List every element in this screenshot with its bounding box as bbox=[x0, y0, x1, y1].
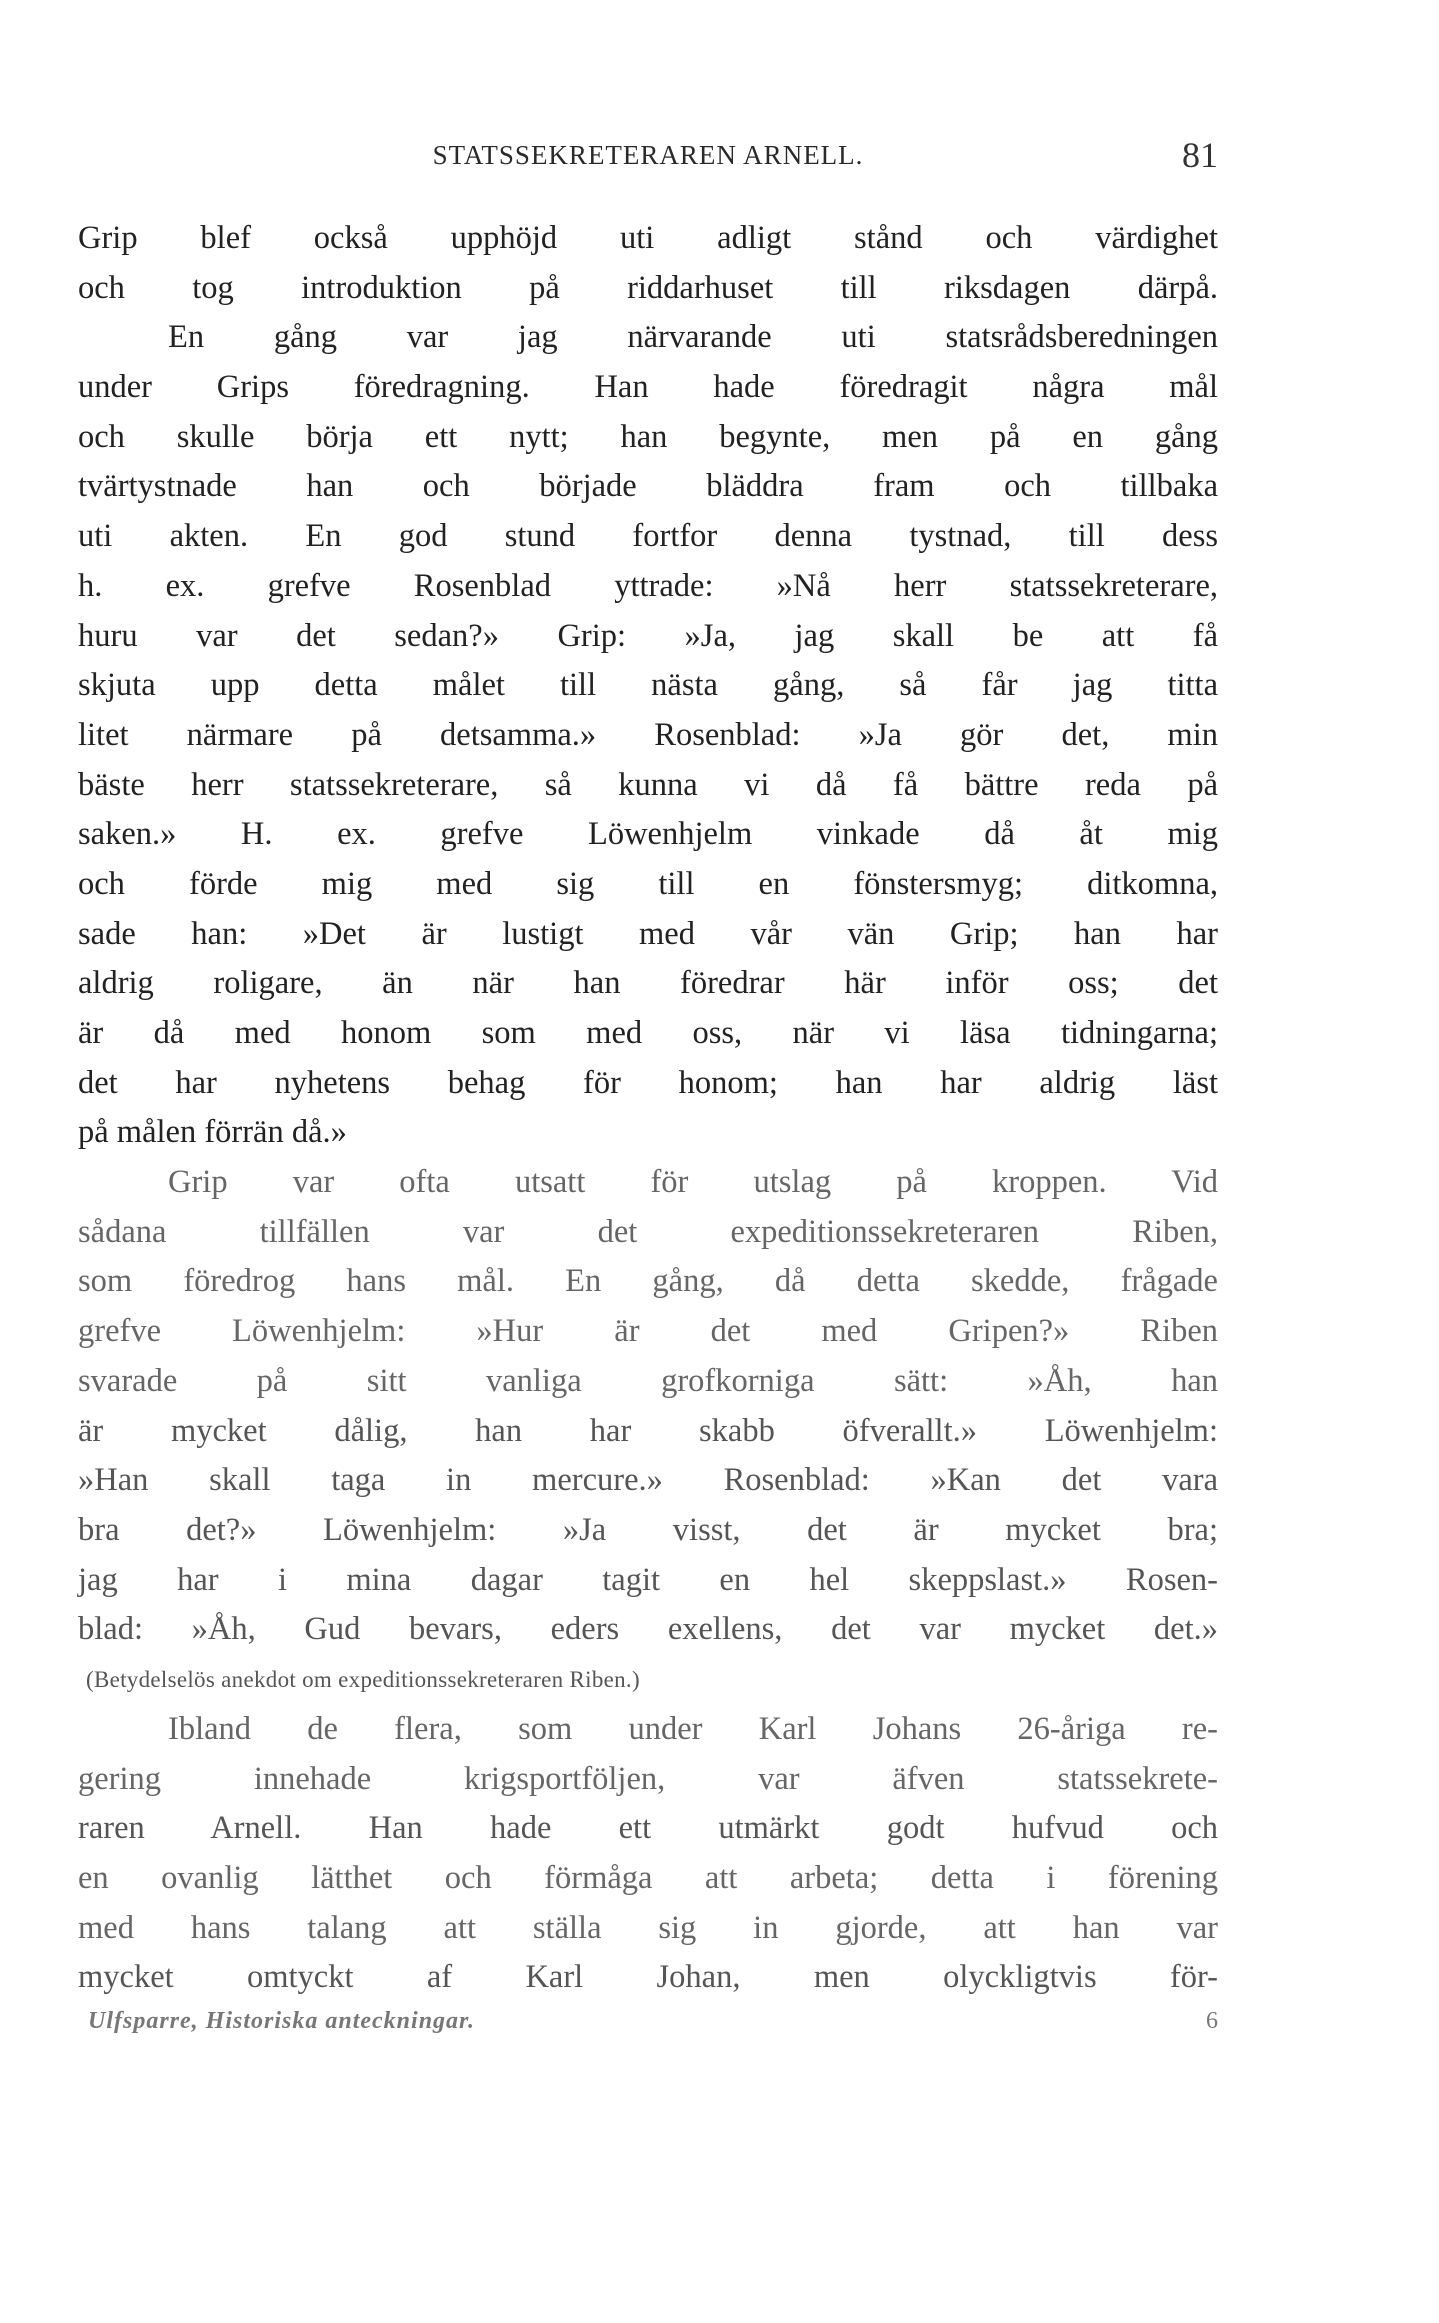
text-line: aldrig roligare, än när han föredrar här inför oss; det bbox=[78, 965, 1218, 1002]
text-line: raren Arnell. Han hade ett utmärkt godt hufvud och bbox=[78, 1810, 1218, 1847]
text-line: svarade på sitt vanliga grofkorniga sätt: »Åh, han bbox=[78, 1362, 1218, 1399]
page-footer bbox=[88, 2008, 1218, 2048]
source-title: Ulfsparre, Historiska anteckningar. bbox=[88, 2008, 476, 2034]
text-line: gering innehade krigsportföljen, var äfven statssekrete- bbox=[78, 1760, 1218, 1797]
page-header bbox=[78, 135, 1218, 180]
text-line: är mycket dålig, han har skabb öfverallt.» Löwenhjelm: bbox=[78, 1412, 1218, 1449]
text-line: uti akten. En god stund fortfor denna tystnad, till dess bbox=[78, 518, 1218, 555]
text-line: är då med honom som med oss, när vi läsa tidningarna; bbox=[78, 1015, 1218, 1051]
text-line: En gång var jag närvarande uti statsrådsberedningen bbox=[168, 319, 1218, 356]
running-head: STATSSEKRETERAREN ARNELL. bbox=[432, 140, 864, 170]
signature-mark: 6 bbox=[1206, 2008, 1218, 2034]
text-line: med hans talang att ställa sig in gjorde, att han var bbox=[78, 1909, 1218, 1946]
text-line: huru var det sedan?» Grip: »Ja, jag skall be att få bbox=[78, 617, 1218, 654]
text-line: mycket omtyckt af Karl Johan, men olyckligtvis för- bbox=[78, 1959, 1218, 1996]
page-number: 81 bbox=[1182, 135, 1218, 175]
text-line: »Han skall taga in mercure.» Rosenblad: »Kan det vara bbox=[78, 1462, 1218, 1499]
text-line: under Grips föredragning. Han hade föredragit några mål bbox=[78, 369, 1218, 406]
text-line: Ibland de flera, som under Karl Johans 26-åriga re- bbox=[168, 1710, 1218, 1747]
text-line: sade han: »Det är lustigt med vår vän Grip; han har bbox=[78, 915, 1218, 952]
editorial-note: (Betydelselös anekdot om expeditionssekreteraren Riben.) bbox=[86, 1666, 640, 1692]
text-line: som föredrog hans mål. En gång, då detta skedde, frågade bbox=[78, 1263, 1218, 1300]
text-line: tvärtystnade han och började bläddra fram och tillbaka bbox=[78, 468, 1218, 505]
text-line: bäste herr statssekreterare, så kunna vi då få bättre reda på bbox=[78, 766, 1218, 803]
text-line: blad: »Åh, Gud bevars, eders exellens, det var mycket det.» bbox=[78, 1611, 1218, 1648]
text-line: Grip blef också upphöjd uti adligt stånd och värdighet bbox=[78, 220, 1218, 256]
text-line: litet närmare på detsamma.» Rosenblad: »Ja gör det, min bbox=[78, 716, 1218, 753]
text-line: bra det?» Löwenhjelm: »Ja visst, det är mycket bra; bbox=[78, 1511, 1218, 1548]
text-line: en ovanlig lätthet och förmåga att arbeta; detta i förening bbox=[78, 1860, 1218, 1896]
text-line: det har nyhetens behag för honom; han har aldrig läst bbox=[78, 1064, 1218, 1101]
body-text bbox=[78, 214, 1218, 2003]
text-line: saken.» H. ex. grefve Löwenhjelm vinkade då åt mig bbox=[78, 816, 1218, 853]
text-line: h. ex. grefve Rosenblad yttrade: »Nå herr statssekreterare, bbox=[78, 567, 1218, 604]
text-line: och skulle börja ett nytt; han begynte, men på en gång bbox=[78, 418, 1218, 455]
text-line: sådana tillfällen var det expeditionssekreteraren Riben, bbox=[78, 1213, 1218, 1250]
text-line: skjuta upp detta målet till nästa gång, så får jag titta bbox=[78, 667, 1218, 704]
text-line: grefve Löwenhjelm: »Hur är det med Gripen?» Riben bbox=[78, 1313, 1218, 1350]
text-line: på målen förrän då.» bbox=[78, 1114, 347, 1151]
text-line: Grip var ofta utsatt för utslag på kroppen. Vid bbox=[168, 1164, 1218, 1201]
text-line: och tog introduktion på riddarhuset till riksdagen därpå. bbox=[78, 269, 1218, 306]
text-line: jag har i mina dagar tagit en hel skeppslast.» Rosen- bbox=[78, 1561, 1218, 1598]
text-line: och förde mig med sig till en fönstersmyg; ditkomna, bbox=[78, 865, 1218, 902]
